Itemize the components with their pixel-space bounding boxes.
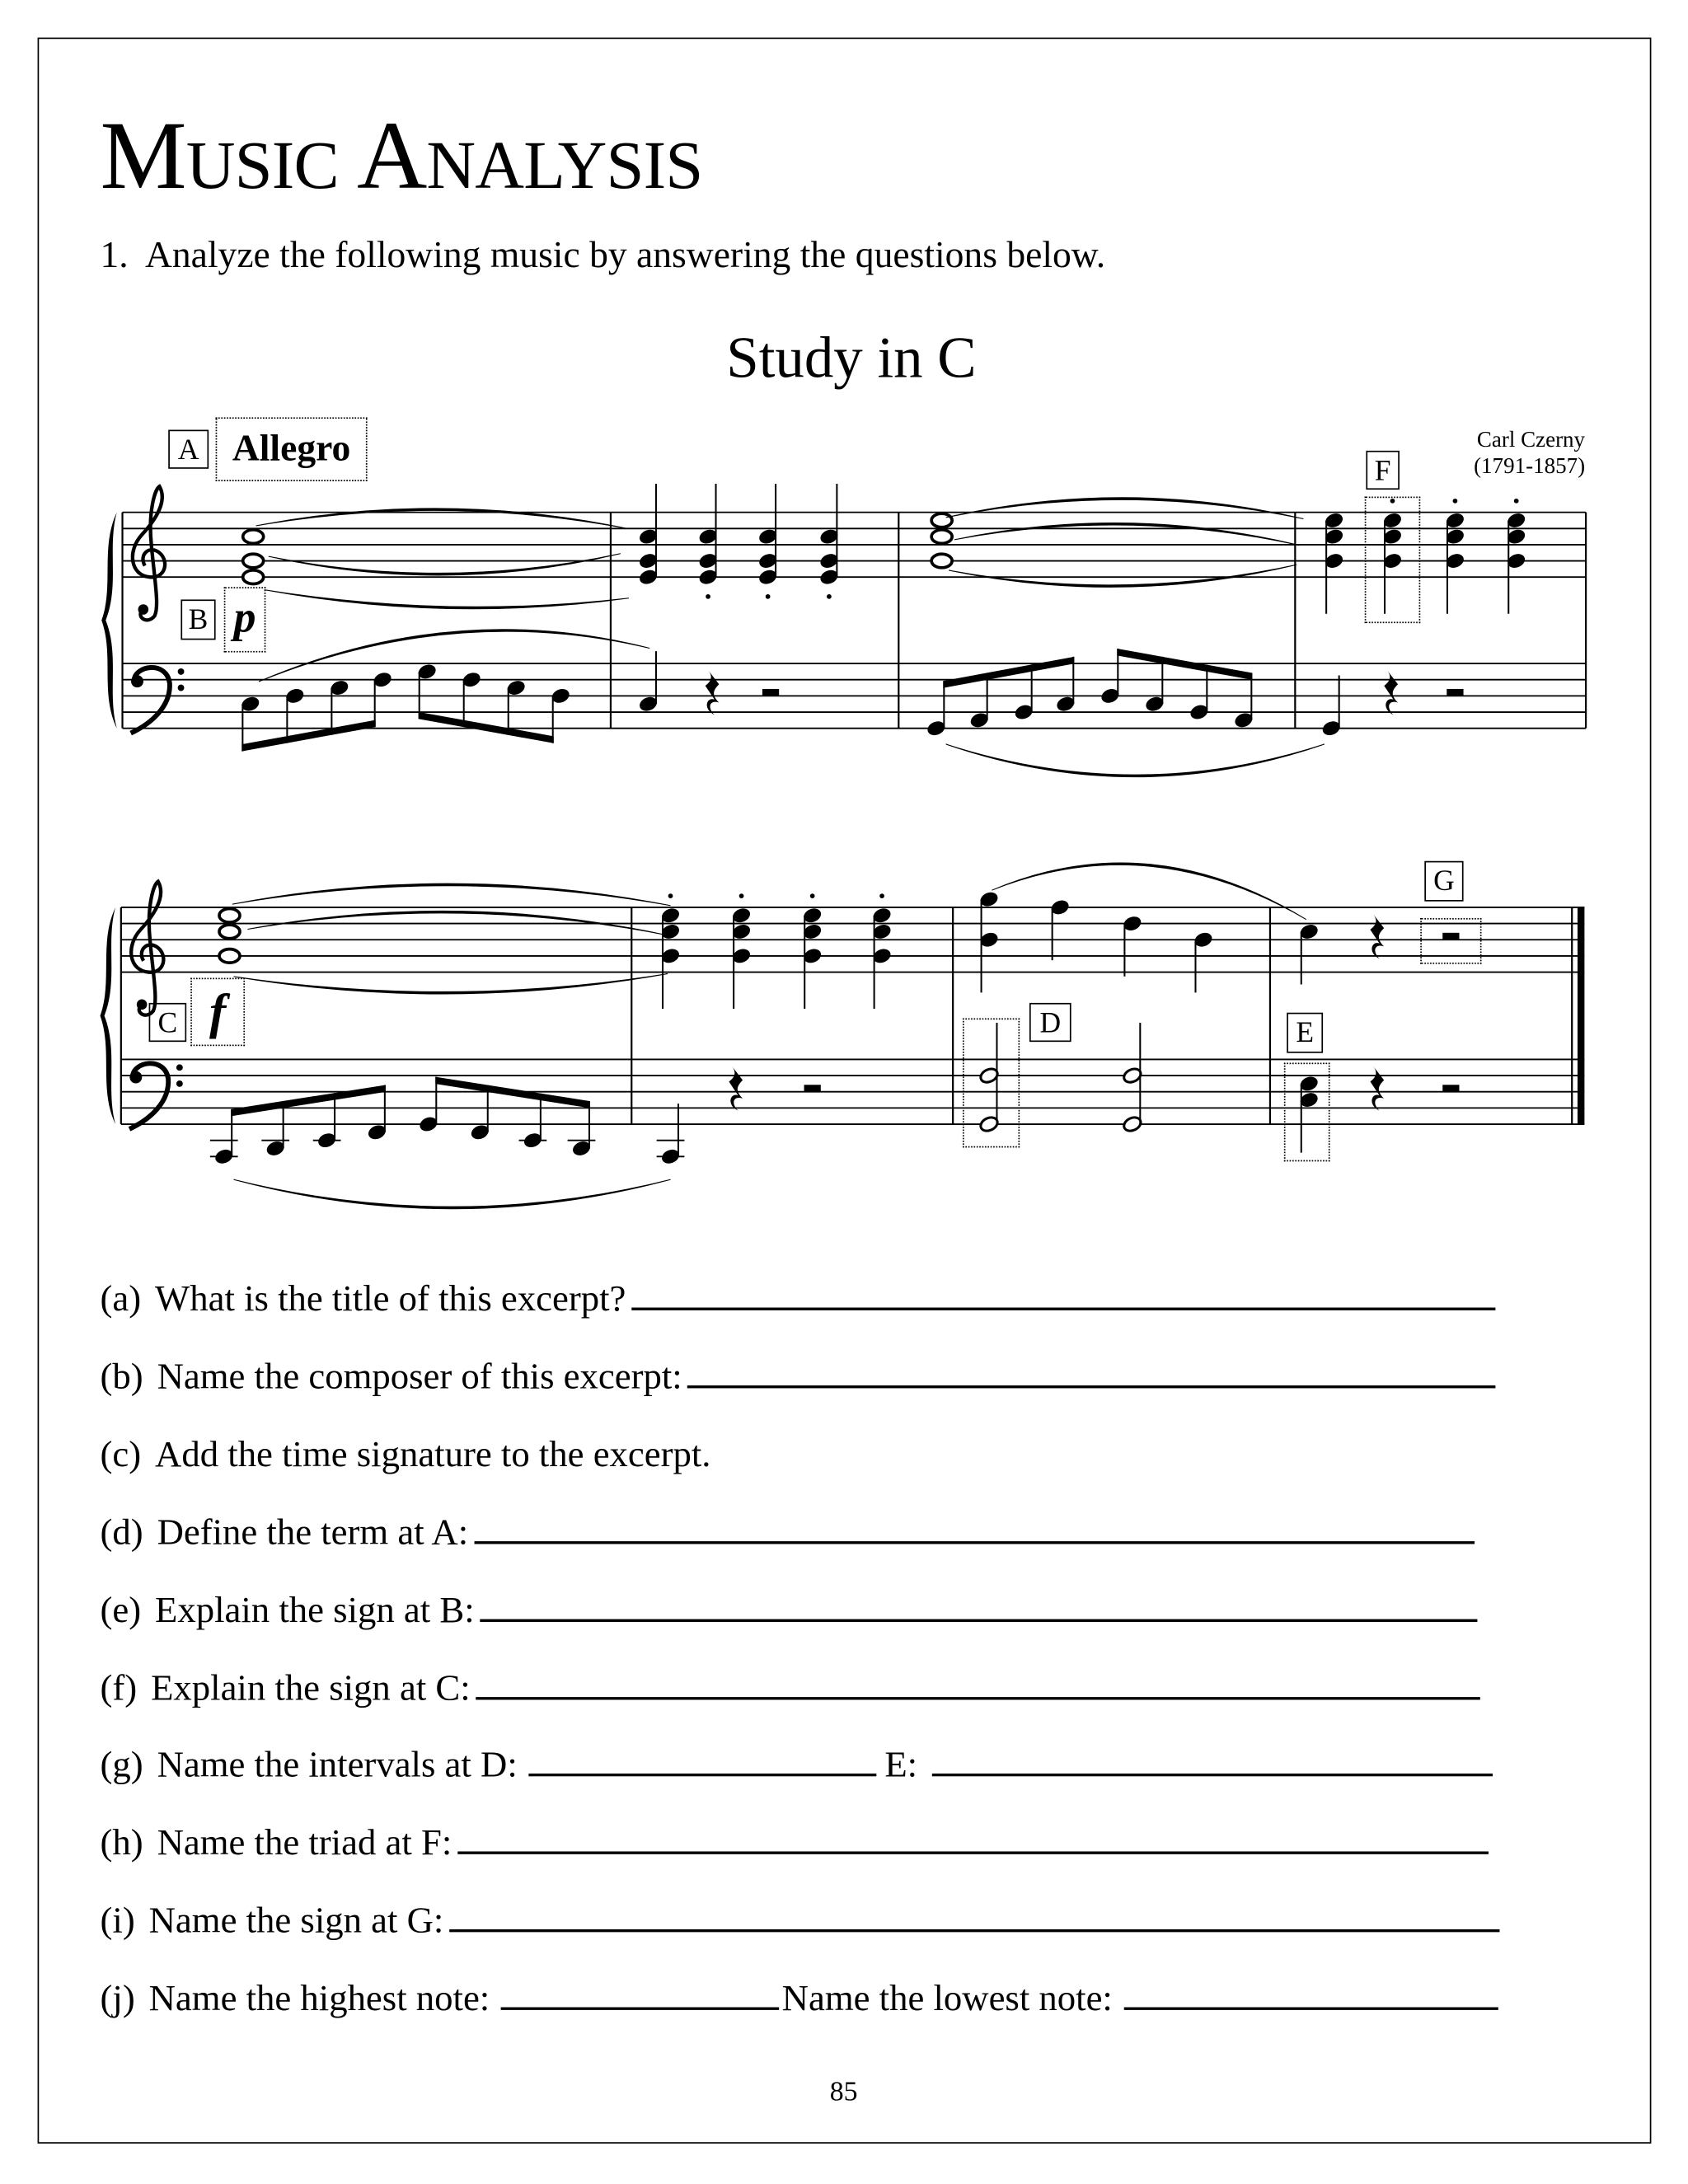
final-barline-thick xyxy=(1578,907,1584,1124)
label-box-a: A xyxy=(168,430,209,469)
highlight-box-d xyxy=(963,1018,1020,1147)
question-b xyxy=(101,1351,1496,1401)
label-box-d: D xyxy=(1029,1003,1071,1042)
treble-clef-icon xyxy=(131,882,163,1015)
question-text: Name the triad at F: xyxy=(157,1821,452,1863)
question-text: Explain the sign at C: xyxy=(151,1666,471,1708)
quarter-rest xyxy=(729,1066,743,1111)
tie xyxy=(946,498,1304,519)
whole-note xyxy=(931,513,952,527)
whole-note xyxy=(219,925,240,939)
label-box-c: C xyxy=(149,1003,187,1042)
answer-line-d[interactable] xyxy=(474,1540,1475,1544)
question-label: (b) xyxy=(100,1354,143,1397)
dynamic-piano: p xyxy=(224,587,266,652)
question-text: Explain the sign at B: xyxy=(155,1588,475,1631)
piece-title: Study in C xyxy=(726,326,977,391)
slur xyxy=(259,630,649,682)
staccato-dot xyxy=(810,893,815,898)
staccato-dot xyxy=(879,893,884,898)
question-text: Add the time signature to the excerpt. xyxy=(155,1432,711,1475)
staccato-dot xyxy=(766,594,771,599)
whole-note xyxy=(931,530,952,544)
question-text-secondary: Name the lowest note: xyxy=(781,1976,1113,2018)
half-rest xyxy=(1447,689,1463,696)
tie xyxy=(954,523,1300,545)
label-box-f: F xyxy=(1366,451,1400,490)
quarter-rest xyxy=(1370,914,1384,958)
whole-note xyxy=(931,554,952,568)
page-number: 85 xyxy=(829,2076,858,2108)
highlight-box-e xyxy=(1284,1062,1330,1161)
label-box-g: G xyxy=(1424,861,1463,902)
instruction-number: 1. xyxy=(100,233,129,276)
answer-line-lowest-note[interactable] xyxy=(1123,2006,1498,2010)
staccato-dot xyxy=(739,893,744,898)
question-h xyxy=(101,1816,1489,1867)
highlight-box-f xyxy=(1365,497,1421,624)
label-box-b: B xyxy=(181,599,215,640)
question-label: (c) xyxy=(100,1432,142,1475)
question-text: What is the title of this excerpt? xyxy=(155,1277,626,1319)
question-a xyxy=(101,1272,1496,1323)
answer-line-highest-note[interactable] xyxy=(501,2006,780,2010)
question-text: Define the term at A: xyxy=(157,1510,469,1553)
answer-line-d-interval[interactable] xyxy=(528,1772,876,1776)
bass-clef-icon xyxy=(176,1080,183,1087)
bass-clef-icon xyxy=(176,1064,183,1071)
half-rest xyxy=(762,689,779,696)
answer-line-e[interactable] xyxy=(480,1618,1477,1622)
question-text: Name the sign at G: xyxy=(148,1898,444,1941)
quarter-rest xyxy=(706,671,720,715)
page-title: Music Analysis xyxy=(100,102,703,210)
staccato-dot xyxy=(668,893,673,898)
question-label: (f) xyxy=(100,1666,138,1708)
answer-line-i[interactable] xyxy=(449,1928,1499,1932)
whole-note xyxy=(243,570,264,584)
bass-clef-icon xyxy=(131,675,143,687)
slur xyxy=(234,1179,671,1208)
question-label: (a) xyxy=(100,1277,142,1319)
half-rest xyxy=(804,1085,821,1091)
slur xyxy=(992,863,1306,920)
tie xyxy=(949,565,1296,587)
bass-clef-icon xyxy=(129,1071,142,1084)
question-j xyxy=(101,1972,1498,2022)
whole-note xyxy=(219,949,240,963)
question-e xyxy=(101,1584,1478,1634)
staccato-dot xyxy=(827,594,832,599)
composer-name: Carl Czerny xyxy=(1476,428,1586,452)
answer-line-h[interactable] xyxy=(457,1850,1489,1854)
question-label: (e) xyxy=(100,1588,142,1631)
answer-line-f[interactable] xyxy=(476,1695,1479,1699)
treble-clef-icon xyxy=(133,486,165,620)
tie xyxy=(269,554,621,575)
staccato-dot xyxy=(706,594,710,599)
highlight-box-g xyxy=(1420,918,1481,964)
whole-note xyxy=(243,554,264,568)
staccato-dot xyxy=(1514,499,1519,504)
label-box-e: E xyxy=(1287,1013,1323,1053)
bass-clef-icon xyxy=(178,685,185,691)
question-label: (g) xyxy=(100,1742,143,1785)
tie xyxy=(234,973,668,994)
question-text: Name the composer of this excerpt: xyxy=(157,1354,682,1397)
answer-line-e-interval[interactable] xyxy=(931,1772,1493,1776)
staccato-dot xyxy=(1453,499,1458,504)
instruction-text: Analyze the following music by answering the questions below. xyxy=(144,233,1106,276)
dynamic-forte: f xyxy=(190,978,245,1047)
half-rest xyxy=(1442,1085,1459,1091)
question-label: (d) xyxy=(100,1510,143,1553)
question-f xyxy=(101,1662,1480,1713)
treble-clef-icon xyxy=(138,604,149,615)
brace xyxy=(101,907,116,1124)
whole-note xyxy=(243,530,264,544)
question-c xyxy=(101,1428,711,1479)
question-label: (h) xyxy=(100,1821,143,1863)
answer-line-a[interactable] xyxy=(631,1306,1495,1310)
composer-dates: (1791-1857) xyxy=(1474,454,1586,479)
whole-note xyxy=(219,909,240,923)
slur xyxy=(946,744,1325,777)
question-text: Name the highest note: xyxy=(148,1976,490,2018)
bass-clef-icon xyxy=(178,668,185,675)
question-text-secondary: E: xyxy=(884,1742,918,1785)
beam xyxy=(241,720,375,752)
beam xyxy=(231,1085,386,1116)
treble-clef-icon xyxy=(137,1000,148,1010)
slur xyxy=(265,590,629,609)
question-text: Name the intervals at D: xyxy=(157,1742,518,1785)
beam xyxy=(943,657,1074,688)
brace xyxy=(101,513,117,729)
question-label: (i) xyxy=(100,1898,135,1941)
question-d xyxy=(101,1507,1475,1557)
question-i xyxy=(101,1895,1500,1945)
quarter-rest xyxy=(1384,671,1398,715)
quarter-rest xyxy=(1370,1066,1384,1111)
tempo-marking: Allegro xyxy=(216,417,368,481)
tie xyxy=(232,883,671,906)
question-g xyxy=(101,1739,1493,1789)
question-label: (j) xyxy=(100,1976,135,2018)
tie xyxy=(256,509,628,529)
answer-line-b[interactable] xyxy=(687,1384,1495,1388)
